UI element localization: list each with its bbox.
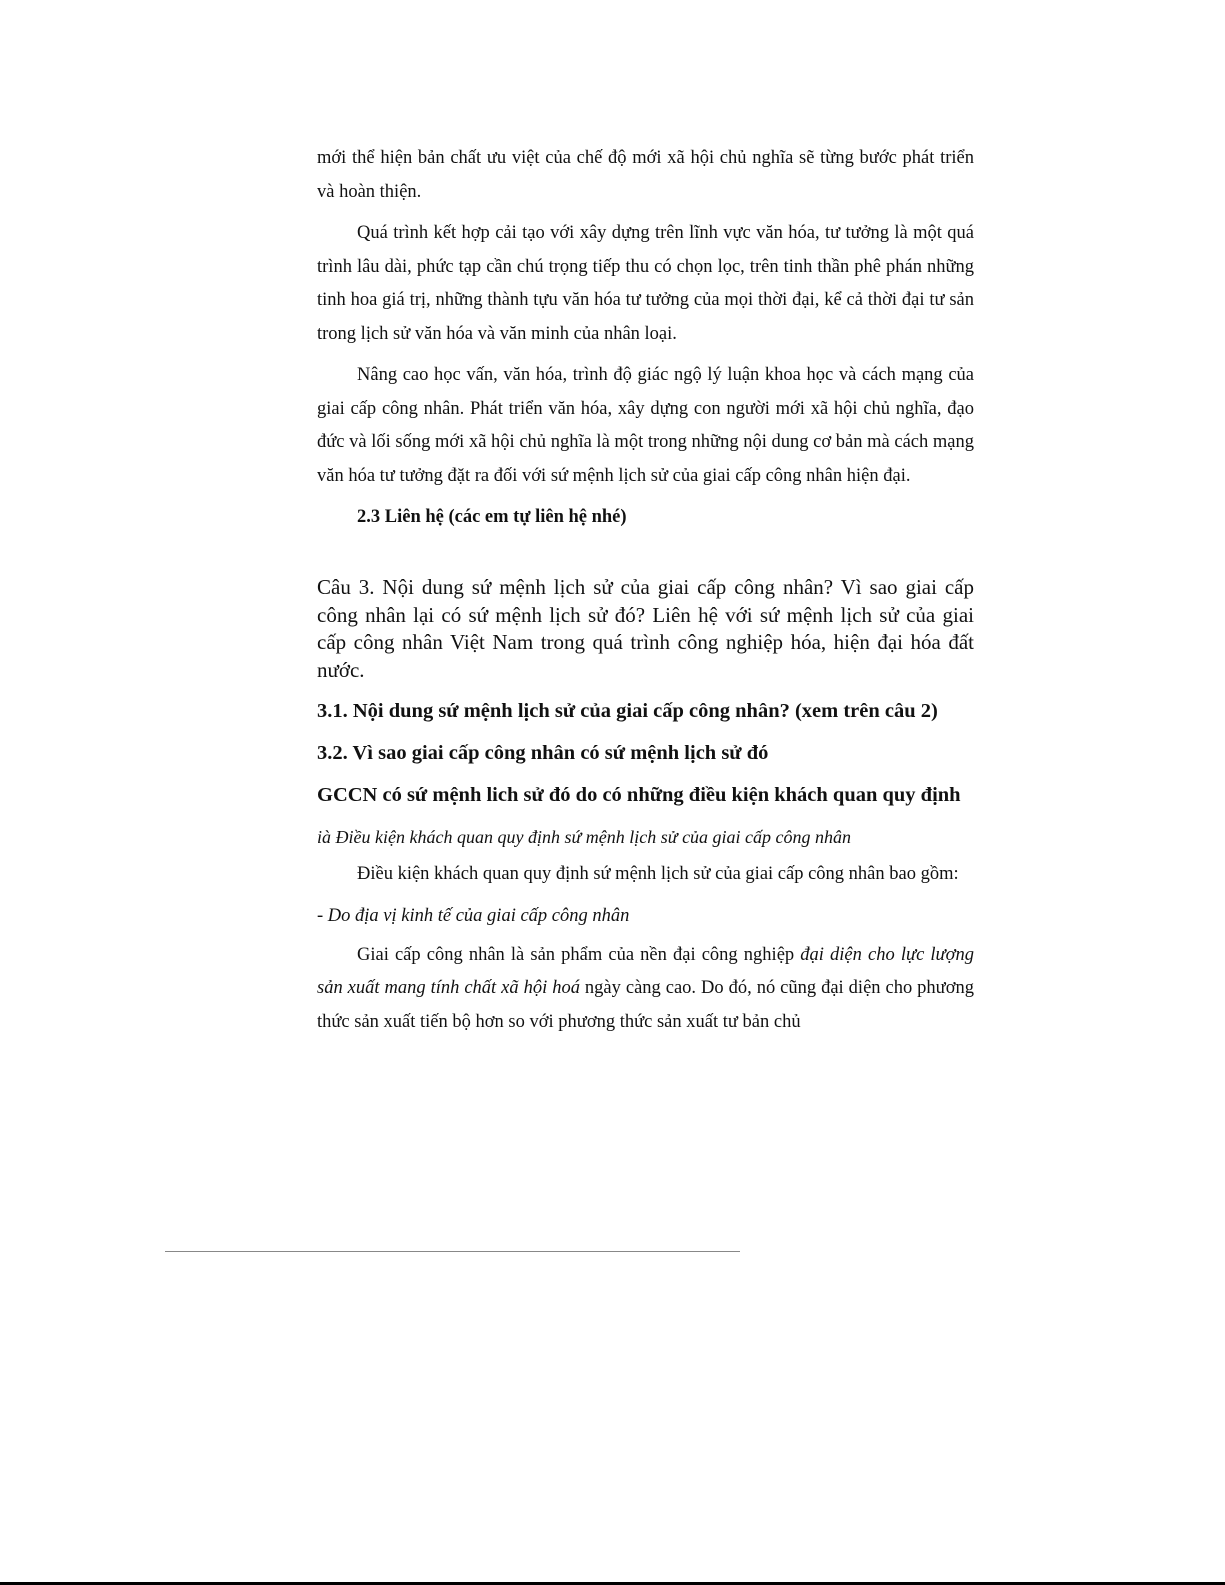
paragraph-text-part1: Giai cấp công nhân là sản phẩm của nền đại công nghiệp: [357, 944, 801, 965]
section-heading-3-1: 3.1. Nội dung sứ mệnh lịch sử của giai cấp công nhân? (xem trên câu 2): [317, 700, 938, 722]
document-page: [317, 142, 974, 1047]
paragraph-cultural-transformation: Quá trình kết hợp cải tạo với xây dựng trên lĩnh vực văn hóa, tư tưởng là một quá trình lâu dài, phức tạp cần chú trọng tiếp thu có chọn lọc, trên tinh thần phê phán những tinh hoa giá trị, những thành tựu văn hóa tư tưởng của mọi thời đại, kể cả thời đại tư sản trong lịch sử văn hóa và văn minh của nhân loại.: [317, 223, 974, 344]
italic-note: ià Điều kiện khách quan quy định sứ mệnh lịch sử của giai cấp công nhân: [317, 827, 852, 847]
section-heading-2-3: 2.3 Liên hệ (các em tự liên hệ nhé): [357, 507, 627, 527]
paragraph-text-part2: ngày càng cao. Do đó, nó cũng đại diện cho phương thức sản xuất tiến bộ hơn so với phương thức sản xuất tư bản chủ: [317, 978, 974, 1032]
paragraph-education: Nâng cao học vấn, văn hóa, trình độ giác ngộ lý luận khoa học và cách mạng của giai cấp công nhân. Phát triển văn hóa, xây dựng con người mới xã hội chủ nghĩa, đạo đức và lối sống mới xã hội chủ nghĩa là một trong những nội dung cơ bản mà cách mạng văn hóa tư tưởng đặt ra đối với sứ mệnh lịch sử của giai cấp công nhân hiện đại.: [317, 365, 974, 486]
paragraph-conditions: Điều kiện khách quan quy định sứ mệnh lịch sử của giai cấp công nhân bao gồm:: [357, 864, 959, 884]
continuation-paragraph: mới thể hiện bản chất ưu việt của chế độ mới xã hội chủ nghĩa sẽ từng bước phát triển và hoàn thiện.: [317, 148, 974, 202]
paragraph-working-class-product: [317, 939, 974, 1040]
footer-divider: [165, 1251, 740, 1252]
heading-gccn: GCCN có sứ mệnh lich sử đó do có những điều kiện khách quan quy định: [317, 784, 961, 806]
paragraph-text-italic: đại diện cho lực lượng sản xuất mang tính chất xã hội hoá: [317, 944, 975, 998]
question-3: Câu 3. Nội dung sứ mệnh lịch sử của giai cấp công nhân? Vì sao giai cấp công nhân lại có sứ mệnh lịch sử đó? Liên hệ với sứ mệnh lịch sử của giai cấp công nhân Việt Nam trong quá trình công nghiệp hóa, hiện đại hóa đất nước.: [317, 575, 974, 682]
section-heading-3-2: 3.2. Vì sao giai cấp công nhân có sứ mệnh lịch sử đó: [317, 742, 769, 764]
sub-heading-economic-status: - Do địa vị kinh tế của giai cấp công nhân: [317, 905, 630, 926]
